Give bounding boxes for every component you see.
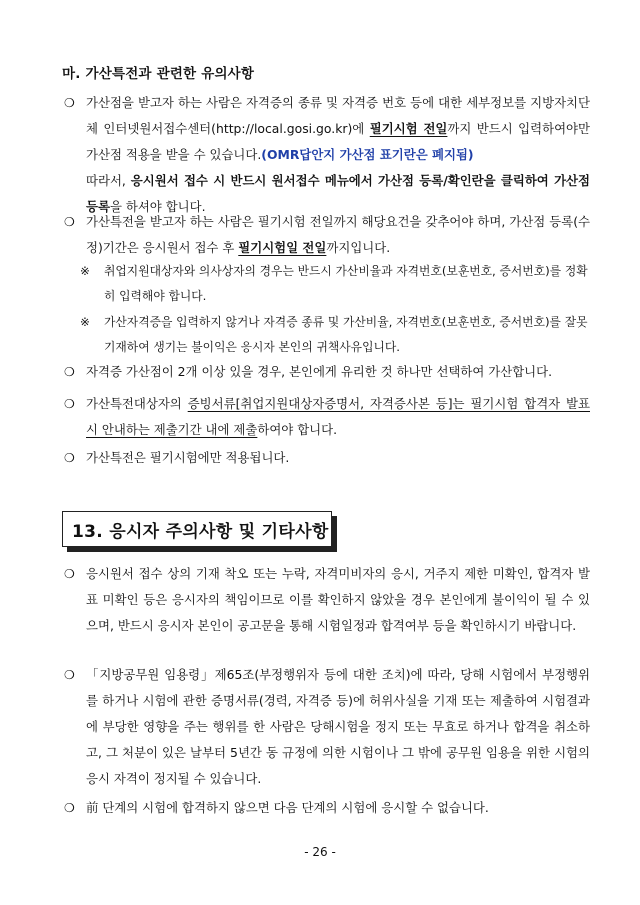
list-item-text: 가산특전은 필기시험에만 적용됩니다. (86, 450, 290, 465)
list-item-text: 「지방공무원 임용령」제65조(부정행위자 등에 대한 조치)에 따라, 당해 시험에서 부정행위를 하거나 시험에 관한 증명서류(경력, 자격증 등)에 허위사실을 기재 또는 제출하여 시험결과에 부당한 영향을 주는 행위를 한 사람은 당해시험을 정지 또는 무효로 하거나 합격을 취소하고, 그 처분이 있은 날부터 5년간 동 규정에 의한 시험이나 그 밖에 공무원 임용을 위한 시험의 응시 자격이 정지될 수 있습니다. (86, 667, 590, 786)
text-run: 까지 반드시 입력하여야만 가산점 적용을 받을 수 있습니다. (86, 121, 590, 162)
note-item (80, 310, 590, 360)
bullet-icon: ❍ (64, 215, 75, 229)
text-run: 까지입니다. (326, 240, 391, 255)
list-item (64, 359, 590, 385)
list-item-text: 前 단계의 시험에 합격하지 않으면 다음 단계의 시험에 응시할 수 없습니다. (86, 800, 489, 815)
text-run: 가산특전을 받고자 하는 사람은 필기시험 전일까지 해당요건을 갖추어야 하며, 가산점 등록(수정)기간은 응시원서 접수 후 (86, 214, 590, 255)
list-item-text (86, 209, 590, 261)
text-run: 가산특전대상자의 (86, 396, 188, 411)
emphasis-text: 필기시험 전일 (369, 121, 448, 136)
emphasis-text: 응시원서 접수 시 반드시 원서접수 메뉴에서 가산점 등록/확인란을 클릭하여 가산점 등록 (86, 173, 590, 214)
note-mark-icon: ※ (80, 315, 90, 329)
text-run: 하여야 합니다. (257, 422, 338, 437)
bullet-icon: ❍ (64, 801, 75, 815)
note-text: 가산자격증을 입력하지 않거나 자격증 종류 및 가산비율, 자격번호(보훈번호, 증서번호)를 잘못 기재하여 생기는 불이익은 응시자 본인의 귀책사유입니다. (104, 315, 588, 354)
list-item-text (86, 90, 590, 220)
subheading: 마. 가산특전과 관련한 유의사항 (62, 66, 255, 82)
section-title: 13. 응시자 주의사항 및 기타사항 (72, 521, 329, 542)
bullet-icon: ❍ (64, 365, 75, 379)
list-item (64, 795, 590, 821)
list-item (64, 662, 590, 792)
note-text: 취업지원대상자와 의사상자의 경우는 반드시 가산비율과 자격번호(보훈번호, 증서번호)를 정확히 입력해야 합니다. (104, 264, 588, 303)
list-item (64, 391, 590, 443)
bullet-icon: ❍ (64, 96, 75, 110)
list-item-text: 응시원서 접수 상의 기재 착오 또는 누락, 자격미비자의 응시, 거주지 제한 미확인, 합격자 발표 미확인 등은 응시자의 책임이므로 이를 확인하지 않았을 경우 본인에게 불이익이 될 수 있으며, 반드시 응시자 본인이 공고문을 통해 시험일정과 합격여부 등을 확인하시기 바랍니다. (86, 566, 590, 633)
list-item (64, 90, 590, 220)
bullet-icon: ❍ (64, 668, 75, 682)
list-item-text (86, 391, 590, 443)
note-item (80, 259, 590, 309)
text-run: 을 하셔야 합니다. (109, 199, 206, 214)
page-number: - 26 - (304, 845, 336, 859)
highlight-text: (OMR답안지 가산점 표기란은 폐지됨) (261, 147, 474, 162)
bullet-icon: ❍ (64, 567, 75, 581)
text-run: 따라서, (86, 173, 131, 188)
list-item-text: 자격증 가산점이 2개 이상 있을 경우, 본인에게 유리한 것 하나만 선택하여 가산합니다. (86, 364, 553, 379)
note-mark-icon: ※ (80, 264, 90, 278)
text-run: 가산점을 받고자 하는 사람은 자격증의 종류 및 자격증 번호 등에 대한 세부정보를 지방자치단체 인터넷원서접수센터(http://local.gosi.go.kr)에 (86, 95, 590, 136)
bullet-icon: ❍ (64, 397, 75, 411)
underlined-text: 증빙서류[취업지원대상자증명서, 자격증사본 등]는 필기시험 합격자 발표 시 안내하는 제출기간 내에 제출 (86, 396, 590, 437)
bullet-icon: ❍ (64, 451, 75, 465)
list-item (64, 209, 590, 261)
section-heading-box (62, 511, 332, 547)
list-item (64, 445, 590, 471)
list-item (64, 561, 590, 639)
emphasis-text: 필기시험일 전일 (238, 240, 327, 255)
